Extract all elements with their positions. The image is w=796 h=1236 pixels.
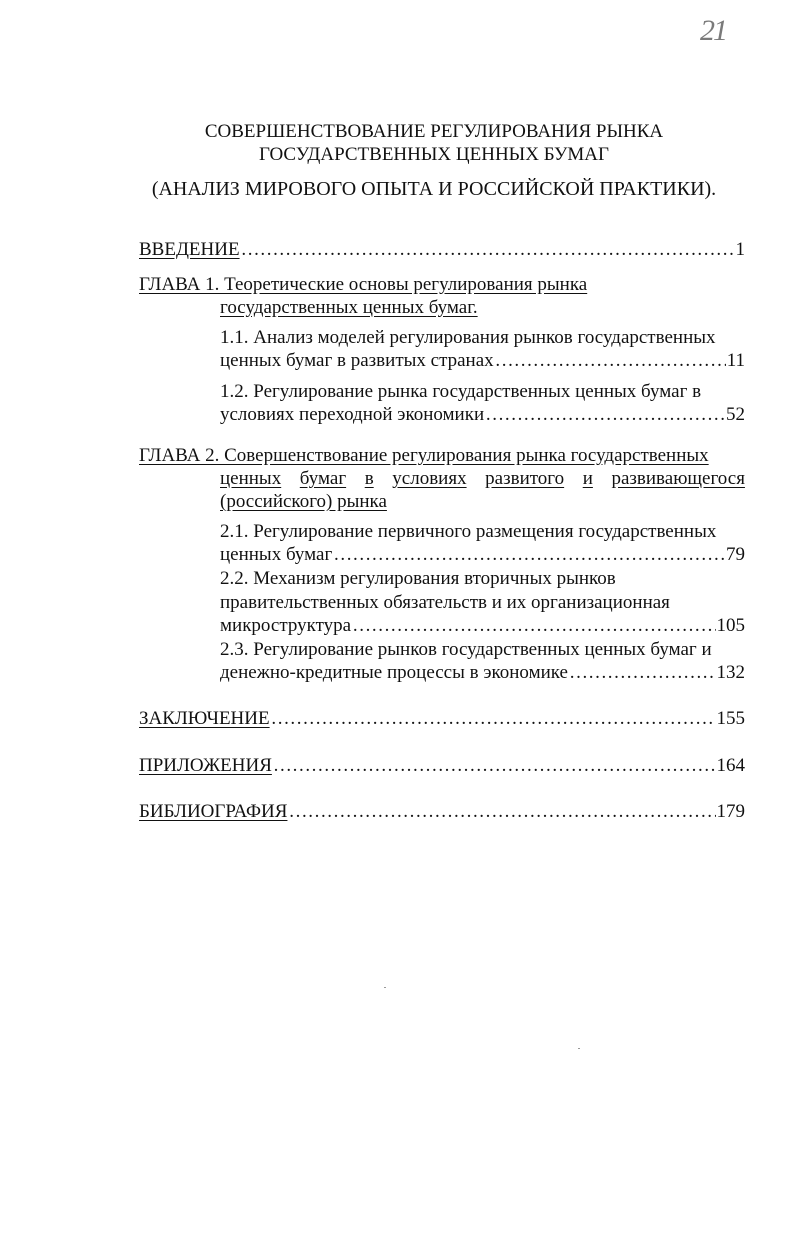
leader-dots <box>273 754 716 778</box>
heading-word: развивающегося <box>611 468 745 489</box>
toc-page-number: 132 <box>716 662 745 683</box>
toc-page-number: 179 <box>716 801 745 822</box>
scan-speck <box>578 1048 580 1049</box>
toc-page-number: 1 <box>735 239 745 260</box>
toc-page-number: 11 <box>726 350 745 371</box>
toc-chapter-2-heading-end[interactable]: (российского) рынка <box>220 491 387 512</box>
heading-word: и <box>582 468 593 489</box>
toc-entry-section-2-3[interactable] <box>220 661 745 685</box>
toc-entry-section-1-2[interactable] <box>220 403 745 427</box>
toc-label: ценных бумаг <box>220 544 333 565</box>
leader-dots <box>352 614 715 638</box>
toc-chapter-1-heading[interactable]: ГЛАВА 1. Теоретические основы регулирования рынка <box>139 274 588 295</box>
leader-dots <box>485 403 725 427</box>
toc-entry-section-1-1[interactable] <box>220 349 745 373</box>
toc-chapter-2-heading-cont[interactable] <box>220 467 745 491</box>
toc-label: микроструктура <box>220 615 352 636</box>
toc-section-1-2-line-1: 1.2. Регулирование рынка государственных ценных бумаг в <box>220 381 702 402</box>
toc-entry-appendices[interactable] <box>139 754 745 778</box>
toc-section-2-2-line-2: правительственных обязательств и их организационная <box>220 592 670 613</box>
toc-label: ПРИЛОЖЕНИЯ <box>139 755 272 776</box>
leader-dots <box>241 238 735 262</box>
heading-word: условиях <box>392 468 467 489</box>
toc-chapter-2-heading[interactable]: ГЛАВА 2. Совершенствование регулирования рынка государственных <box>139 445 709 466</box>
toc-label: ценных бумаг в развитых странах <box>220 350 494 371</box>
toc-section-2-1-line-1: 2.1. Регулирование первичного размещения государственных <box>220 521 717 542</box>
toc-label: условиях переходной экономики <box>220 404 485 425</box>
leader-dots <box>271 707 716 731</box>
heading-word: бумаг <box>299 468 347 489</box>
toc-label: ЗАКЛЮЧЕНИЕ <box>139 708 270 729</box>
toc-section-2-2-line-1: 2.2. Механизм регулирования вторичных рынков <box>220 568 616 589</box>
toc-label: БИБЛИОГРАФИЯ <box>139 801 288 822</box>
heading-word: в <box>364 468 374 489</box>
heading-word: ценных <box>220 468 282 489</box>
toc-page-number: 52 <box>726 404 745 425</box>
heading-word: развитого <box>485 468 565 489</box>
toc-section-1-1-line-1: 1.1. Анализ моделей регулирования рынков государственных <box>220 327 716 348</box>
toc-page-number: 155 <box>716 708 745 729</box>
leader-dots <box>495 349 726 373</box>
document-title-subtitle: (АНАЛИЗ МИРОВОГО ОПЫТА И РОССИЙСКОЙ ПРАКТИКИ). <box>151 178 717 200</box>
scan-speck <box>384 987 386 988</box>
document-title-line-2: ГОСУДАРСТВЕННЫХ ЦЕННЫХ БУМАГ <box>258 144 610 165</box>
toc-chapter-1-heading-cont[interactable]: государственных ценных бумаг. <box>220 297 478 318</box>
toc-entry-introduction[interactable] <box>139 238 745 262</box>
toc-section-2-3-line-1: 2.3. Регулирование рынков государственных ценных бумаг и <box>220 639 712 660</box>
leader-dots <box>333 543 725 567</box>
toc-entry-section-2-2[interactable] <box>220 614 745 638</box>
leader-dots <box>569 661 716 685</box>
toc-label: ВВЕДЕНИЕ <box>139 239 240 260</box>
toc-page-number: 105 <box>716 615 745 636</box>
document-title-line-1: СОВЕРШЕНСТВОВАНИЕ РЕГУЛИРОВАНИЯ РЫНКА <box>204 121 664 142</box>
toc-label: денежно-кредитные процессы в экономике <box>220 662 568 683</box>
toc-page-number: 79 <box>726 544 745 565</box>
toc-entry-conclusion[interactable] <box>139 707 745 731</box>
leader-dots <box>288 800 715 824</box>
handwritten-page-number: 21 <box>700 14 726 47</box>
toc-entry-section-2-1[interactable] <box>220 543 745 567</box>
toc-entry-bibliography[interactable] <box>139 800 745 824</box>
toc-page-number: 164 <box>716 755 745 776</box>
